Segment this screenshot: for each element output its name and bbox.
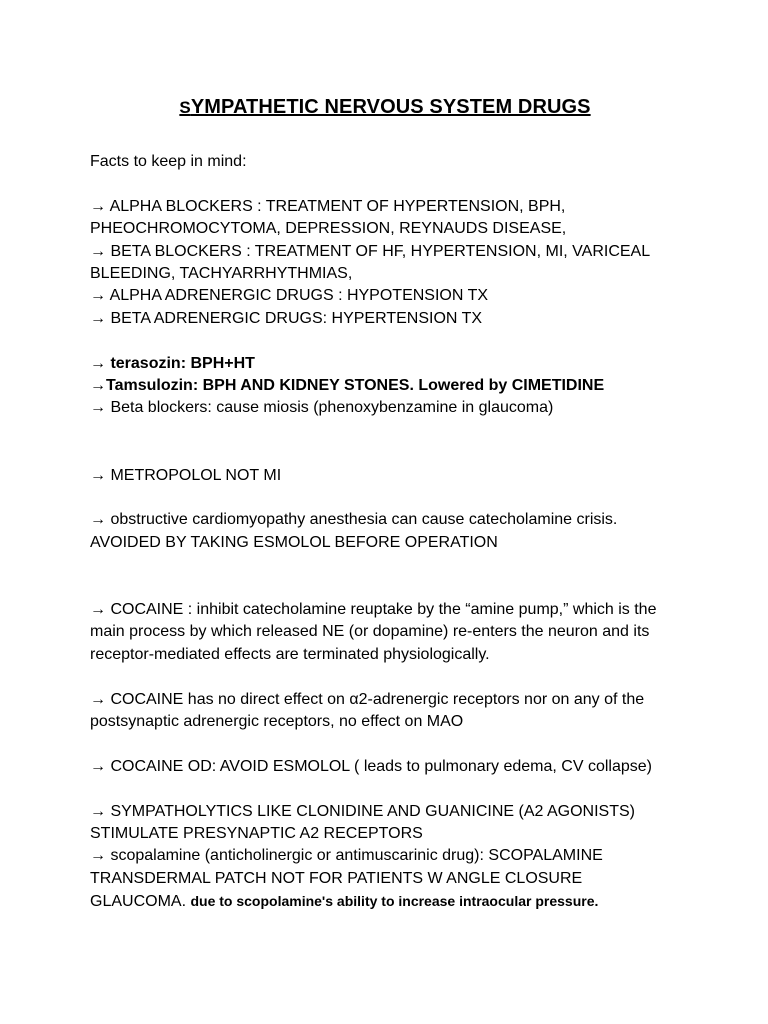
title-first-letter: S: [179, 98, 191, 117]
fact-cocaine-od: → COCAINE OD: AVOID ESMOLOL ( leads to pulmonary edema, CV collapse): [90, 757, 652, 775]
fact-beta-blockers-miosis: → Beta blockers: cause miosis (phenoxybenzamine in glaucoma): [90, 399, 554, 417]
fact-alpha-adrenergic: → ALPHA ADRENERGIC DRUGS : HYPOTENSION TX: [90, 287, 489, 305]
scopalamine-note: due to scopolamine's ability to increase intraocular pressure.: [190, 893, 599, 910]
fact-cocaine-receptors: → COCAINE has no direct effect on α2-adrenergic receptors nor on any of the postsynaptic adrenergic receptors, no effect on MAO: [90, 690, 645, 731]
spacer: [90, 330, 680, 352]
fact-scopalamine: [90, 845, 680, 913]
fact-obstructive-cardiomyopathy: → obstructive cardiomyopathy anesthesia can cause catecholamine crisis. AVOIDED BY TAKING ESMOLOL BEFORE OPERATION: [90, 511, 618, 551]
fact-terasozin: → terasozin: BPH+HT: [90, 354, 255, 372]
spacer: [90, 420, 680, 465]
scopalamine-main-text: → scopalamine (anticholinergic or antimuscarinic drug): SCOPALAMINE TRANSDERMAL PATCH NOT FOR PATIENTS W ANGLE CLOSURE GLAUCOMA.: [90, 847, 603, 911]
document-title: [90, 94, 680, 121]
spacer: [90, 733, 680, 755]
document-body: [90, 94, 680, 914]
fact-cocaine-reuptake: → COCAINE : inhibit catecholamine reuptake by the “amine pump,” which is the main process by which released NE (or dopamine) re-enters the neuron and its receptor-mediated effects are terminated physiologically.: [90, 601, 657, 663]
spacer: [90, 554, 680, 599]
fact-alpha-blockers: → ALPHA BLOCKERS : TREATMENT OF HYPERTENSION, BPH, PHEOCHROMOCYTOMA, DEPRESSION, REYNAUDS DISEASE,: [90, 197, 567, 238]
fact-tamsulozin: →Tamsulozin: BPH AND KIDNEY STONES. Lowered by CIMETIDINE: [90, 377, 605, 395]
title-rest: YMPATHETIC NERVOUS SYSTEM DRUGS: [190, 96, 591, 118]
spacer: [90, 778, 680, 800]
spacer: [90, 173, 680, 195]
fact-sympatholytics: → SYMPATHOLYTICS LIKE CLONIDINE AND GUANICINE (A2 AGONISTS) STIMULATE PRESYNAPTIC A2 RECEPTORS: [90, 802, 635, 843]
intro-text: Facts to keep in mind:: [90, 153, 247, 170]
spacer: [90, 487, 680, 509]
fact-beta-adrenergic: → BETA ADRENERGIC DRUGS: HYPERTENSION TX: [90, 309, 483, 327]
fact-beta-blockers: → BETA BLOCKERS : TREATMENT OF HF, HYPERTENSION, MI, VARICEAL BLEEDING, TACHYARRHYTHMIAS,: [90, 242, 650, 283]
fact-metropolol: → METROPOLOL NOT MI: [90, 466, 282, 484]
spacer: [90, 666, 680, 688]
